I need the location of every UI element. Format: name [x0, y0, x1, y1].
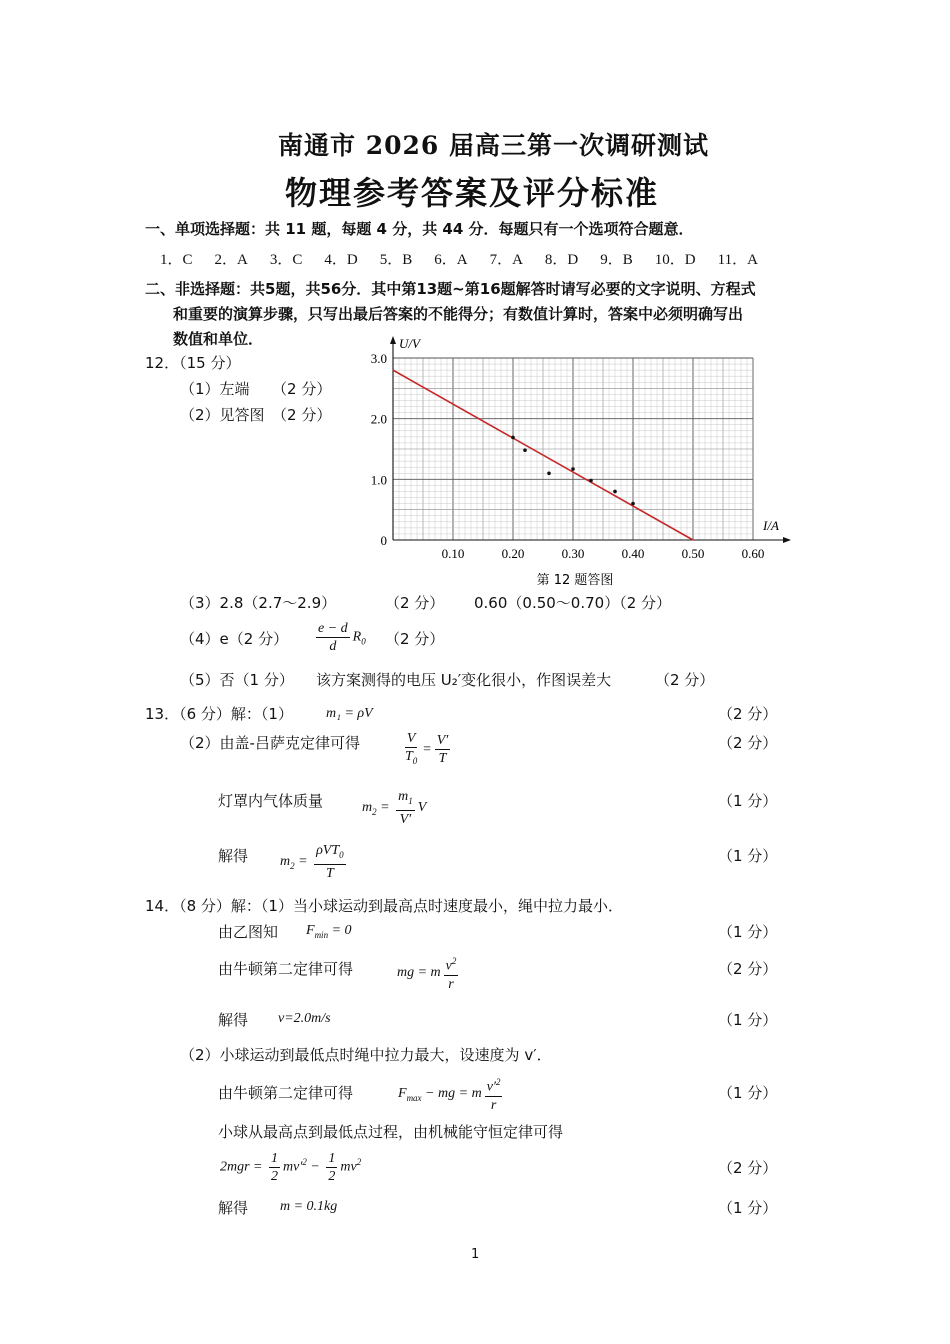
q12-part5-c: （2 分）: [655, 671, 715, 689]
data-point: [631, 502, 635, 506]
answer-9: 9．B: [600, 252, 633, 268]
q13-line3: 灯罩内气体质量: [218, 792, 324, 810]
q14-line2: 由牛顿第二定律可得: [218, 960, 354, 978]
answer-4: 4．D: [324, 252, 358, 268]
q12-part1: （1）左端 （2 分）: [180, 380, 332, 398]
q14-eq2: mg = m $\frac{v^2}{r}$: [397, 953, 461, 993]
section2-heading-3: 数值和单位．: [173, 330, 264, 348]
q12-number: 12．（15 分）: [145, 354, 241, 372]
q12-part4-b: （2 分）: [385, 630, 445, 648]
x-tick-label: 0.20: [501, 546, 525, 561]
q12-part3-c: 0.60（0.50～0.70）（2 分）: [474, 594, 672, 612]
q13-eq1: m₁ = ρV: [326, 706, 373, 721]
y-axis-arrow: [390, 336, 396, 344]
frac-denominator: d: [329, 639, 337, 654]
q12-part5-b: 该方案测得的电压 U₂′变化很小，作图误差大: [316, 671, 612, 689]
y-tick-label: 1.0: [370, 472, 387, 488]
section1-heading: 一、单项选择题：共 11 题，每题 4 分，共 44 分．每题只有一个选项符合题意．: [145, 220, 694, 238]
data-point: [571, 467, 575, 471]
q14-eq7: m = 0.1kg: [280, 1199, 338, 1214]
page-number: 1: [471, 1247, 480, 1262]
y-tick-label: 0: [380, 533, 387, 548]
q13-points-1: （2 分）: [718, 705, 778, 723]
data-point: [523, 448, 527, 452]
x-tick-label: 0.60: [741, 546, 765, 561]
section2-heading-1: 二、非选择题：共5题，共56分．其中第13题~第16题解答时请写必要的文字说明、方程式: [145, 280, 756, 298]
data-point: [511, 436, 515, 440]
data-point: [547, 471, 551, 475]
q12-part2: （2）见答图 （2 分）: [180, 406, 332, 424]
q13-line4: 解得: [218, 847, 249, 865]
answer-8: 8．D: [544, 252, 579, 268]
q14-points-2: （2 分）: [718, 960, 778, 978]
data-point: [613, 490, 617, 494]
q14-eq1: $F_{min} = 0$: [306, 923, 352, 940]
section1-answers: [160, 248, 780, 269]
paper-subtitle: 物理参考答案及评分标准: [285, 174, 660, 212]
answer-1: 1．C: [160, 252, 193, 268]
data-point: [589, 479, 593, 483]
x-tick-label: 0.10: [441, 546, 465, 561]
x-axis-arrow: [783, 537, 791, 543]
y-axis-label: U/V: [399, 336, 420, 351]
answer-2: 2．A: [214, 252, 248, 268]
q12-part5-a: （5）否（1 分）: [180, 671, 294, 689]
answer-7: 7．A: [489, 252, 523, 268]
x-tick-label: 0.30: [561, 546, 585, 561]
q13-eq3: $m_2$ = $\frac{m_1}{V'}$ V: [362, 789, 427, 827]
section2-heading-2: 和重要的演算步骤，只写出最后答案的不能得分；有数值计算时，答案中必须明确写出: [173, 305, 744, 323]
frac-numerator: e − d: [318, 621, 348, 636]
q14-number: 14．（8 分）解：（1）当小球运动到最高点时速度最小，绳中拉力最小．: [145, 897, 623, 915]
q13-points-3: （1 分）: [718, 792, 778, 810]
q14-line5: 由牛顿第二定律可得: [218, 1084, 354, 1102]
q14-line1: 由乙图知: [218, 923, 279, 941]
q14-eq5: $F_{max}$ − mg = m $\frac{v'^2}{r}$: [398, 1074, 505, 1114]
q12-part4-a: （4）e（2 分）: [180, 630, 289, 648]
q13-points-4: （1 分）: [718, 847, 778, 865]
answer-6: 6．A: [434, 252, 468, 268]
ui-graph: [355, 335, 795, 590]
answer-5: 5．B: [379, 252, 413, 268]
chart-ticks: [371, 351, 765, 561]
q14-line4: （2）小球运动到最低点时绳中拉力最大，设速度为 v′．: [180, 1046, 552, 1064]
q14-points-5: （1 分）: [718, 1084, 778, 1102]
answer-11: 11．A: [717, 252, 758, 268]
paper-title: 南通市 2026 届高三第一次调研测试: [278, 131, 709, 160]
q13-line2: （2）由盖-吕萨克定律可得: [180, 734, 360, 752]
answer-3: 3．C: [269, 252, 303, 268]
q14-eq3: v=2.0m/s: [278, 1011, 331, 1026]
answer-10: 10．D: [654, 252, 696, 268]
q13-eq4: $m_2$ = $\frac{\rho VT_0}{T}$: [280, 843, 344, 881]
q14-points-6: （2 分）: [718, 1159, 778, 1177]
q12-part4-formula: $\frac{e - d}{d}$ $R_0$: [318, 621, 366, 654]
q12-part3-b: （2 分）: [385, 594, 445, 612]
chart-axes: [390, 336, 791, 543]
q14-line7: 解得: [218, 1199, 249, 1217]
q13-points-2: （2 分）: [718, 734, 778, 752]
q14-points-1: （1 分）: [718, 923, 778, 941]
y-tick-label: 2.0: [370, 411, 387, 427]
q14-points-7: （1 分）: [718, 1199, 778, 1217]
y-tick-label: 3.0: [370, 351, 387, 366]
q13-eq2: $\frac{V}{T_0}$ = $\frac{V'}{T}$: [405, 731, 449, 767]
q14-eq6: 2mgr = $\frac{1}{2}$ $mv'^2$ − $\frac{1}{2}$ $mv^2$: [220, 1151, 362, 1184]
q13-number: 13．（6 分）解：（1）: [145, 705, 293, 723]
q14-line6: 小球从最高点到最低点过程，由机械能守恒定律可得: [218, 1123, 564, 1141]
x-tick-label: 0.50: [681, 546, 705, 561]
q14-points-3: （1 分）: [718, 1011, 778, 1029]
chart-grid: [393, 358, 753, 540]
q12-part3-a: （3）2.8（2.7～2.9）: [180, 594, 337, 612]
q14-line3: 解得: [218, 1011, 249, 1029]
x-tick-label: 0.40: [621, 546, 645, 561]
x-axis-label: I/A: [763, 518, 779, 533]
chart-caption: 第 12 题答图: [536, 573, 614, 588]
